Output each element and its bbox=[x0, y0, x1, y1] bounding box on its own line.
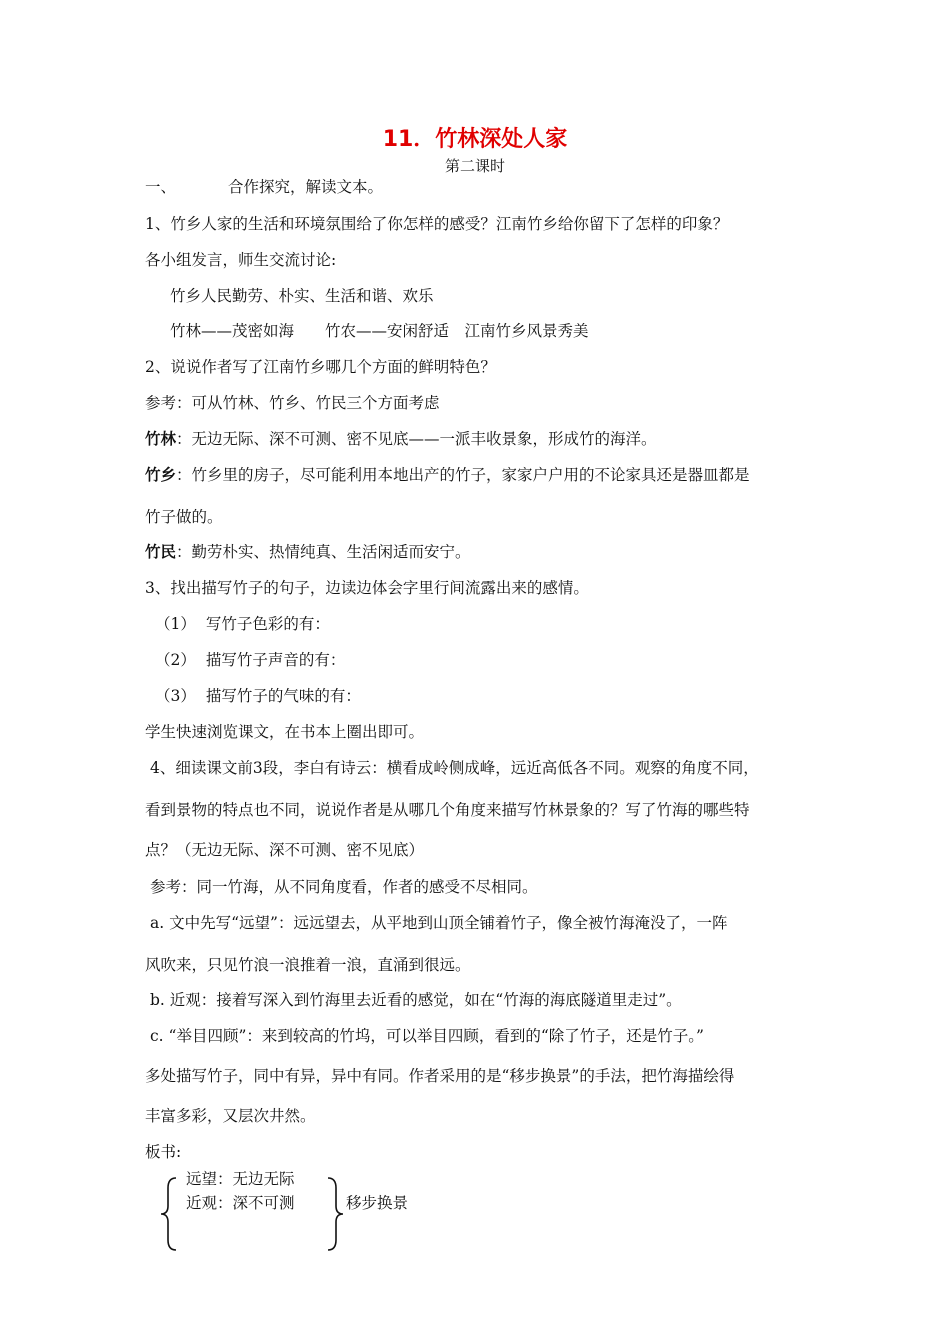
item-number: （2） bbox=[155, 651, 196, 669]
question-1-answer-2: 竹林——茂密如海 竹农——安闲舒适 江南竹乡风景秀美 bbox=[170, 322, 589, 340]
board-line-2: 近观：深不可测 bbox=[186, 1194, 295, 1212]
board-label: 板书: bbox=[145, 1143, 182, 1161]
question-1-discussion: 各小组发言，师生交流讨论: bbox=[145, 251, 337, 269]
board-summary: 移步换景 bbox=[346, 1194, 409, 1212]
question-4-c-line-2: 多处描写竹子，同中有异，异中有同。作者采用的是“移步换景”的手法，把竹海描绘得 bbox=[145, 1067, 735, 1085]
question-3-item-3 bbox=[155, 685, 361, 707]
question-4-b: b. 近观：接着写深入到竹海里去近看的感觉，如在“竹海的海底隧道里走过”。 bbox=[150, 991, 682, 1009]
question-4-c-line-1: c. “举目四顾”：来到较高的竹坞，可以举目四顾，看到的“除了竹子，还是竹子。” bbox=[150, 1027, 704, 1045]
item-text: 描写竹子声音的有： bbox=[205, 651, 346, 669]
question-4-line-2: 看到景物的特点也不同，说说作者是从哪几个角度来描写竹林景象的？写了竹海的哪些特 bbox=[145, 801, 750, 819]
question-2-zhuxiang bbox=[145, 464, 750, 486]
question-4-reference: 参考：同一竹海，从不同角度看，作者的感受不尽相同。 bbox=[150, 878, 538, 896]
board-line-1: 远望：无边无际 bbox=[186, 1170, 295, 1188]
section-number: 一、 bbox=[145, 178, 177, 196]
question-3-note: 学生快速浏览课文，在书本上圈出即可。 bbox=[145, 723, 425, 741]
question-4-a-line-1: a. 文中先写“远望”：远远望去，从平地到山顶全铺着竹子，像全被竹海淹没了，一阵 bbox=[150, 914, 728, 932]
item-number: （1） bbox=[155, 615, 196, 633]
zhulin-text: ：无边无际、深不可测、密不见底——一派丰收景象，形成竹的海洋。 bbox=[176, 430, 657, 448]
item-number: （3） bbox=[155, 687, 196, 705]
question-3-item-1 bbox=[155, 613, 330, 635]
lesson-subtitle: 第二课时 bbox=[444, 157, 505, 175]
item-text: 写竹子色彩的有： bbox=[205, 615, 330, 633]
question-4-c-line-3: 丰富多彩，又层次井然。 bbox=[145, 1107, 316, 1125]
question-1: 1、竹乡人家的生活和环境氛围给了你怎样的感受？江南竹乡给你留下了怎样的印象？ bbox=[145, 215, 729, 233]
question-4-line-1: 4、细读课文前3段，李白有诗云：横看成岭侧成峰，远近高低各不同。观察的角度不同， bbox=[150, 759, 759, 777]
question-3-item-2 bbox=[155, 649, 345, 671]
question-1-answer-1: 竹乡人民勤劳、朴实、生活和谐、欢乐 bbox=[170, 287, 434, 305]
zhumin-label: 竹民 bbox=[145, 543, 177, 561]
question-4-line-3: 点？（无边无际、深不可测、密不见底） bbox=[145, 841, 425, 859]
section-heading bbox=[145, 176, 383, 198]
question-2-reference: 参考：可从竹林、竹乡、竹民三个方面考虑 bbox=[145, 394, 440, 412]
section-text: 合作探究，解读文本。 bbox=[228, 178, 384, 196]
question-2: 2、说说作者写了江南竹乡哪几个方面的鲜明特色？ bbox=[145, 358, 496, 376]
question-2-zhumin bbox=[145, 541, 471, 563]
zhuxiang-label: 竹乡 bbox=[145, 466, 177, 484]
lesson-title: 11．竹林深处人家 bbox=[382, 127, 568, 152]
question-4-a-line-2: 风吹来，只见竹浪一浪推着一浪，直涌到很远。 bbox=[145, 956, 471, 974]
question-2-zhulin bbox=[145, 428, 657, 450]
zhuxiang-text: ：竹乡里的房子，尽可能利用本地出产的竹子，家家户户用的不论家具还是器皿都是 bbox=[176, 466, 750, 484]
right-brace bbox=[324, 1176, 346, 1252]
zhulin-label: 竹林 bbox=[145, 430, 177, 448]
left-brace bbox=[158, 1176, 180, 1252]
item-text: 描写竹子的气味的有： bbox=[205, 687, 361, 705]
zhumin-text: ：勤劳朴实、热情纯真、生活闲适而安宁。 bbox=[176, 543, 471, 561]
question-3: 3、找出描写竹子的句子，边读边体会字里行间流露出来的感情。 bbox=[145, 579, 589, 597]
question-2-zhuxiang-cont: 竹子做的。 bbox=[145, 508, 223, 526]
